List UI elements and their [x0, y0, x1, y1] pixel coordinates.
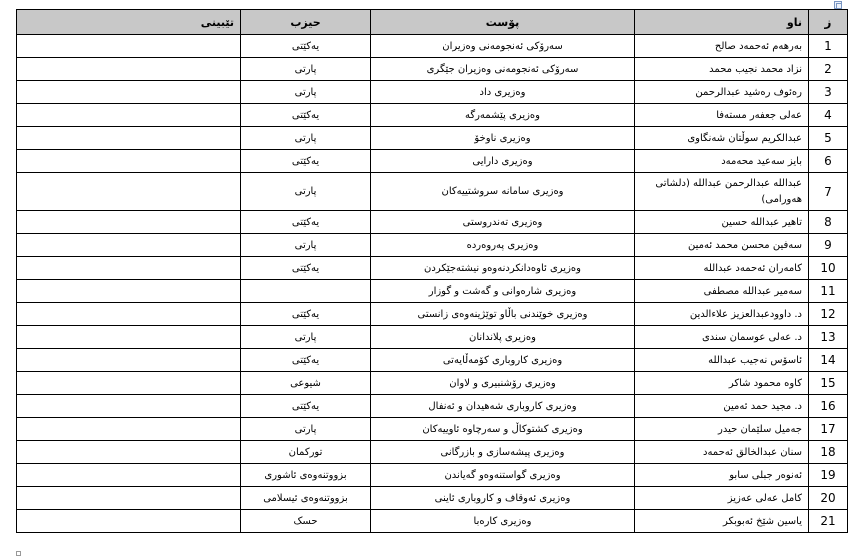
cell-note[interactable]: [17, 303, 241, 326]
cell-party[interactable]: یەکێتی: [241, 150, 371, 173]
table-row: [17, 326, 848, 349]
cell-name[interactable]: بەرهەم ئەحمەد صالح: [635, 35, 809, 58]
cell-name[interactable]: کامەران ئەحمەد عبداللە: [635, 257, 809, 280]
cell-num[interactable]: 4: [809, 104, 848, 127]
cell-post[interactable]: وەزیری پیشەسازی و بازرگانی: [371, 441, 635, 464]
cell-name[interactable]: بایز سەعید محەمەد: [635, 150, 809, 173]
cell-num[interactable]: 5: [809, 127, 848, 150]
cell-name[interactable]: ئەنوەر جبلی سابو: [635, 464, 809, 487]
cell-name[interactable]: عەلی جعفەر مستەفا: [635, 104, 809, 127]
cell-num[interactable]: 17: [809, 418, 848, 441]
cell-party[interactable]: پارتی: [241, 234, 371, 257]
table-row: [17, 150, 848, 173]
cell-num[interactable]: 21: [809, 510, 848, 533]
cell-note[interactable]: [17, 173, 241, 211]
cell-party[interactable]: یەکێتی: [241, 349, 371, 372]
cell-note[interactable]: [17, 326, 241, 349]
table-row: [17, 487, 848, 510]
table-row: [17, 372, 848, 395]
cell-num[interactable]: 1: [809, 35, 848, 58]
cell-num[interactable]: 8: [809, 211, 848, 234]
cell-name[interactable]: کاوە محمود شاکر: [635, 372, 809, 395]
cell-party[interactable]: پارتی: [241, 418, 371, 441]
cell-note[interactable]: [17, 510, 241, 533]
cell-post[interactable]: وەزیری سامانە سروشتییەکان: [371, 173, 635, 211]
cell-num[interactable]: 11: [809, 280, 848, 303]
cell-name[interactable]: سەفین محسن محمد ئەمین: [635, 234, 809, 257]
header-name: ناو: [635, 10, 809, 35]
table-row: [17, 464, 848, 487]
cell-party[interactable]: پارتی: [241, 81, 371, 104]
cell-num[interactable]: 3: [809, 81, 848, 104]
cell-party[interactable]: حسک: [241, 510, 371, 533]
paragraph-mark-icon: [16, 551, 21, 556]
cell-post[interactable]: وەزیری پەروەردە: [371, 234, 635, 257]
table-row: [17, 81, 848, 104]
cell-num[interactable]: 7: [809, 173, 848, 211]
table-row: [17, 104, 848, 127]
table-row: [17, 510, 848, 533]
header-post: پۆست: [371, 10, 635, 35]
cell-note[interactable]: [17, 487, 241, 510]
table-row: [17, 349, 848, 372]
table-row: [17, 441, 848, 464]
cell-post[interactable]: وەزیری رۆشنبیری و لاوان: [371, 372, 635, 395]
cell-note[interactable]: [17, 127, 241, 150]
table-body: [17, 35, 848, 533]
cell-post[interactable]: وەزیری کشتوکاڵ و سەرچاوە ئاوییەکان: [371, 418, 635, 441]
cell-post[interactable]: وەزیری کارەبا: [371, 510, 635, 533]
cell-party[interactable]: تورکمان: [241, 441, 371, 464]
cell-party[interactable]: یەکێتی: [241, 104, 371, 127]
table-row: [17, 280, 848, 303]
cell-party[interactable]: پارتی: [241, 58, 371, 81]
cell-num[interactable]: 10: [809, 257, 848, 280]
cell-num[interactable]: 18: [809, 441, 848, 464]
cell-name[interactable]: د. مجید حمد ئەمین: [635, 395, 809, 418]
table-row: [17, 211, 848, 234]
cell-post[interactable]: وەزیری دارایی: [371, 150, 635, 173]
cell-name[interactable]: ئاسۆس نەجیب عبداللە: [635, 349, 809, 372]
cell-name[interactable]: عبدالکریم سوڵتان شەنگاوی: [635, 127, 809, 150]
cell-post[interactable]: وەزیری پلاندانان: [371, 326, 635, 349]
cell-name[interactable]: رەئوف رەشید عبدالرحمن: [635, 81, 809, 104]
cell-num[interactable]: 2: [809, 58, 848, 81]
cell-party[interactable]: یەکێتی: [241, 35, 371, 58]
cell-note[interactable]: [17, 58, 241, 81]
cell-note[interactable]: [17, 349, 241, 372]
cell-post[interactable]: وەزیری پێشمەرگە: [371, 104, 635, 127]
table-row: [17, 173, 848, 211]
cell-note[interactable]: [17, 395, 241, 418]
cell-num[interactable]: 19: [809, 464, 848, 487]
cell-note[interactable]: [17, 257, 241, 280]
cell-post[interactable]: وەزیری ناوخۆ: [371, 127, 635, 150]
table-row: [17, 418, 848, 441]
cell-name[interactable]: کامل عەلی عەزیز: [635, 487, 809, 510]
table-row: [17, 303, 848, 326]
cell-note[interactable]: [17, 150, 241, 173]
cell-note[interactable]: [17, 211, 241, 234]
cell-party[interactable]: [241, 280, 371, 303]
cell-note[interactable]: [17, 104, 241, 127]
cell-num[interactable]: 6: [809, 150, 848, 173]
cell-name[interactable]: سنان عبدالخالق ئەحمەد: [635, 441, 809, 464]
table-row: [17, 257, 848, 280]
cell-party[interactable]: بزووتنەوەی ئاشوری: [241, 464, 371, 487]
cell-num[interactable]: 20: [809, 487, 848, 510]
cell-post[interactable]: وەزیری خوێندنی باڵاو توێژینەوەی زانستی: [371, 303, 635, 326]
cell-party[interactable]: یەکێتی: [241, 395, 371, 418]
cell-party[interactable]: یەکێتی: [241, 211, 371, 234]
ministers-table-container: [16, 9, 836, 533]
cell-name[interactable]: سەمیر عبداللە مصطفی: [635, 280, 809, 303]
cell-num[interactable]: 13: [809, 326, 848, 349]
table-row: [17, 58, 848, 81]
cell-note[interactable]: [17, 234, 241, 257]
cell-post[interactable]: وەزیری ئەوقاف و کاروباری ئاینی: [371, 487, 635, 510]
table-row: [17, 395, 848, 418]
cell-note[interactable]: [17, 372, 241, 395]
table-header-row: [17, 10, 848, 35]
header-num: ز: [809, 10, 848, 35]
cell-note[interactable]: [17, 280, 241, 303]
cell-post[interactable]: سەرۆکی ئەنجومەنی وەزیران جێگری: [371, 58, 635, 81]
cell-post[interactable]: وەزیری تەندروستی: [371, 211, 635, 234]
cell-note[interactable]: [17, 81, 241, 104]
cell-party[interactable]: شیوعی: [241, 372, 371, 395]
header-note: تێبینی: [17, 10, 241, 35]
cell-name[interactable]: نزاد محمد نجیب محمد: [635, 58, 809, 81]
cell-post[interactable]: وەزیری داد: [371, 81, 635, 104]
cell-num[interactable]: 12: [809, 303, 848, 326]
cell-post[interactable]: وەزیری شارەوانی و گەشت و گوزار: [371, 280, 635, 303]
cell-post[interactable]: وەزیری کاروباری کۆمەڵایەتی: [371, 349, 635, 372]
cell-post[interactable]: وەزیری گواستنەوەو گەیاندن: [371, 464, 635, 487]
cell-name[interactable]: تاهیر عبداللە حسین: [635, 211, 809, 234]
cell-name[interactable]: عبداللە عبدالرحمن عبداللە (دلشاتی هەورامی): [635, 173, 809, 211]
cell-party[interactable]: یەکێتی: [241, 257, 371, 280]
cell-note[interactable]: [17, 35, 241, 58]
cell-num[interactable]: 16: [809, 395, 848, 418]
ministers-table: [16, 9, 848, 533]
cell-party[interactable]: پارتی: [241, 173, 371, 211]
table-move-handle-icon[interactable]: [834, 1, 842, 9]
cell-name[interactable]: جەمیل سلێمان حیدر: [635, 418, 809, 441]
cell-note[interactable]: [17, 464, 241, 487]
cell-name[interactable]: د. داوودعبدالعزیز علاءالدین: [635, 303, 809, 326]
table-row: [17, 35, 848, 58]
cell-num[interactable]: 15: [809, 372, 848, 395]
header-party: حیزب: [241, 10, 371, 35]
table-row: [17, 127, 848, 150]
table-row: [17, 234, 848, 257]
cell-note[interactable]: [17, 441, 241, 464]
cell-party[interactable]: بزووتنەوەی ئیسلامی: [241, 487, 371, 510]
cell-post[interactable]: وەزیری ئاوەدانکردنەوەو نیشتەجێکردن: [371, 257, 635, 280]
cell-post[interactable]: سەرۆکی ئەنجومەنی وەزیران: [371, 35, 635, 58]
cell-num[interactable]: 9: [809, 234, 848, 257]
cell-note[interactable]: [17, 418, 241, 441]
cell-party[interactable]: یەکێتی: [241, 303, 371, 326]
cell-name[interactable]: یاسین شێخ ئەبوبکر: [635, 510, 809, 533]
cell-name[interactable]: د. عەلی عوسمان سندی: [635, 326, 809, 349]
cell-post[interactable]: وەزیری کاروباری شەهیدان و ئەنفال: [371, 395, 635, 418]
cell-num[interactable]: 14: [809, 349, 848, 372]
cell-party[interactable]: پارتی: [241, 326, 371, 349]
cell-party[interactable]: پارتی: [241, 127, 371, 150]
